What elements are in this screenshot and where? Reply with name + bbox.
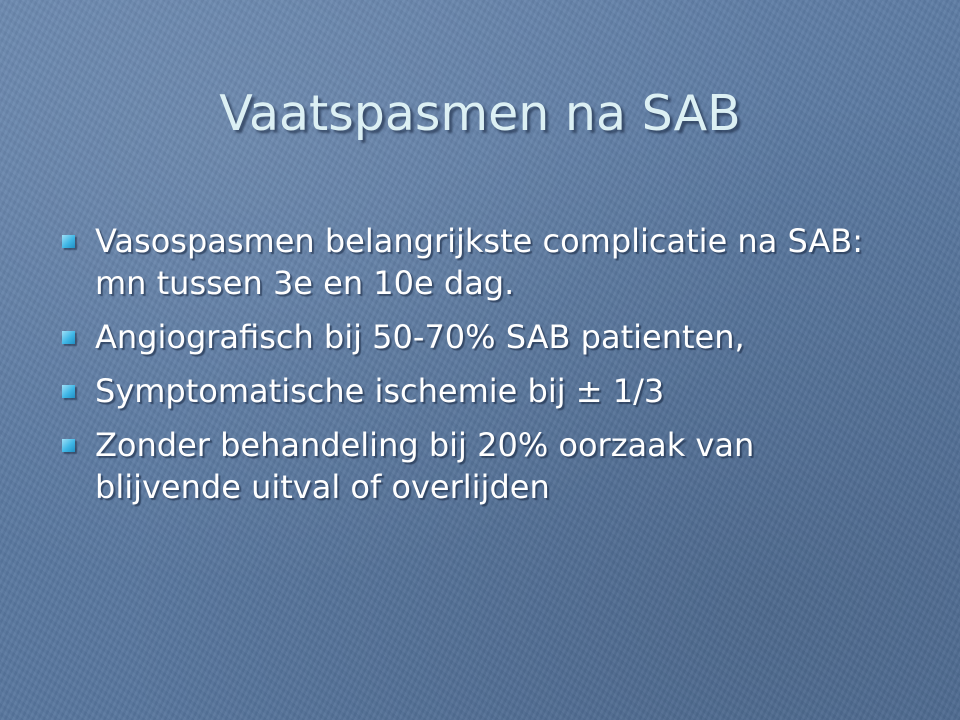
square-bullet-icon [62,385,75,398]
bullet-item [60,424,910,508]
slide-title: Vaatspasmen na SAB [219,85,741,142]
bullet-text: Symptomatische ischemie bij ± 1/3 [95,372,665,410]
bullet-item [60,316,910,358]
bullet-item [60,220,910,304]
bullet-list [60,220,910,520]
square-bullet-icon [62,235,75,248]
bullet-item [60,370,910,412]
square-bullet-icon [62,439,75,452]
square-bullet-icon [62,331,75,344]
bullet-text: Zonder behandeling bij 20% oorzaak van blijvende uitval of overlijden [95,426,755,506]
bullet-text: Vasospasmen belangrijkste complicatie na SAB: mn tussen 3e en 10e dag. [95,222,864,302]
bullet-text: Angiografisch bij 50-70% SAB patienten, [95,318,745,356]
